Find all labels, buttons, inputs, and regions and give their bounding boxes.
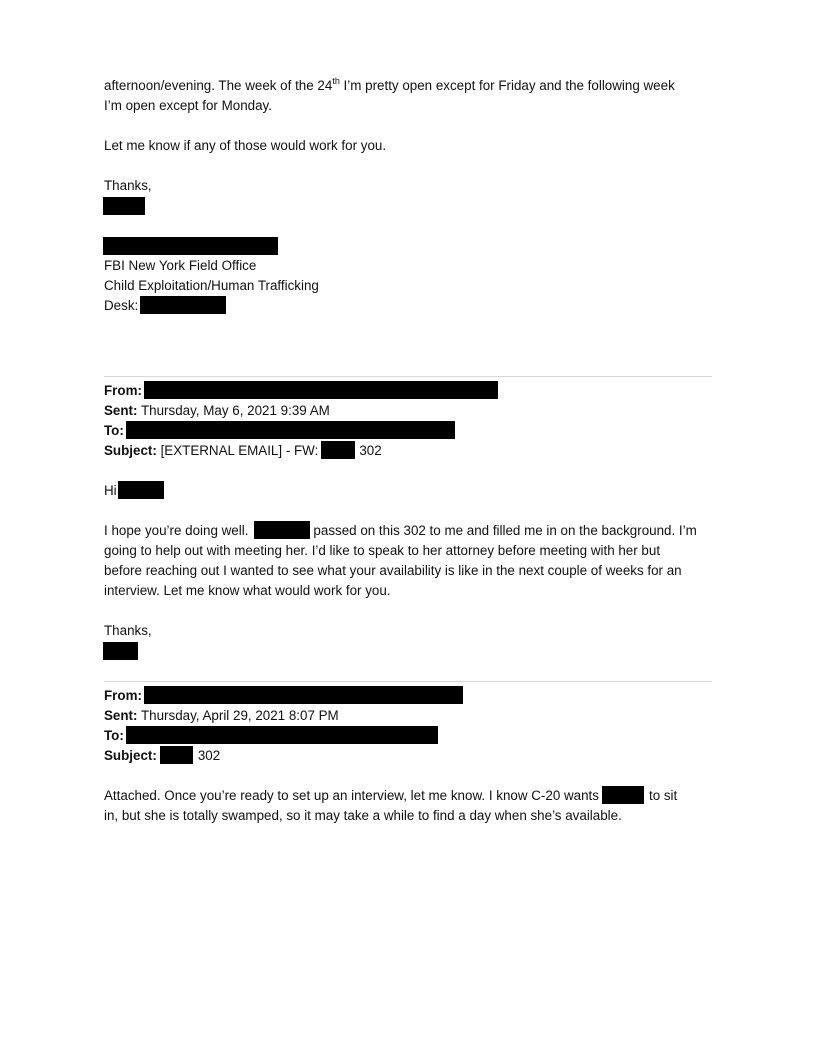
sent-label: Sent: — [104, 708, 138, 723]
redaction-subject — [160, 746, 193, 764]
header-from — [104, 381, 498, 401]
redaction-signature-name — [103, 197, 145, 215]
redaction-to — [126, 726, 438, 744]
header-from — [104, 686, 463, 706]
body-line: Let me know if any of those would work for you. — [104, 138, 387, 153]
redaction-desk-phone — [140, 296, 226, 314]
redaction-greeting-name — [118, 481, 164, 499]
body-line — [104, 521, 697, 541]
sent-label: Sent: — [104, 403, 138, 418]
to-label: To: — [104, 728, 124, 743]
body-text: I hope you’re doing well. — [104, 523, 249, 538]
redaction-signature-name — [103, 642, 138, 660]
body-text: I’m pretty open except for Friday and the following week — [339, 78, 675, 93]
header-sent — [104, 706, 339, 726]
signature-unit: Child Exploitation/Human Trafficking — [104, 278, 319, 293]
body-text: passed on this 302 to me and filled me in on the background. I’m — [313, 523, 697, 538]
subject-text: 302 — [197, 748, 221, 763]
body-text: Attached. Once you’re ready to set up an interview, let me know. I know C-20 wants — [104, 788, 599, 803]
redaction-from — [144, 381, 498, 399]
redaction-subject — [321, 441, 355, 459]
redaction-signature-title — [103, 237, 278, 255]
header-to — [104, 726, 438, 746]
sent-value: Thursday, April 29, 2021 8:07 PM — [140, 708, 339, 723]
from-label: From: — [104, 688, 142, 703]
header-divider — [104, 681, 712, 682]
closing: Thanks, — [104, 623, 152, 638]
header-subject — [104, 441, 382, 461]
redaction-body-name — [254, 521, 310, 539]
body-line: in, but she is totally swamped, so it may take a while to find a day when she’s available. — [104, 808, 622, 823]
subject-label: Subject: — [104, 748, 157, 763]
subject-text: [EXTERNAL EMAIL] - FW: — [160, 443, 319, 458]
redaction-from — [144, 686, 463, 704]
signature-desk — [104, 296, 226, 316]
to-label: To: — [104, 423, 124, 438]
body-line — [104, 76, 675, 96]
body-text: to sit — [648, 788, 678, 803]
redaction-body-name — [602, 786, 644, 804]
ordinal-suffix: th — [332, 76, 340, 86]
header-to — [104, 421, 455, 441]
greeting-text: Hi — [104, 483, 117, 498]
header-divider — [104, 376, 712, 377]
header-sent — [104, 401, 330, 421]
from-label: From: — [104, 383, 142, 398]
body-line: going to help out with meeting her. I’d like to speak to her attorney before meeting with her but — [104, 543, 661, 558]
body-line: I’m open except for Monday. — [104, 98, 272, 113]
closing: Thanks, — [104, 178, 152, 193]
redaction-to — [126, 421, 455, 439]
subject-label: Subject: — [104, 443, 157, 458]
header-subject — [104, 746, 220, 766]
body-line: interview. Let me know what would work for you. — [104, 583, 391, 598]
body-text: afternoon/evening. The week of the 24 — [104, 78, 333, 93]
body-line: before reaching out I wanted to see what your availability is like in the next couple of weeks for an — [104, 563, 682, 578]
subject-text: 302 — [359, 443, 382, 458]
greeting — [104, 481, 164, 501]
body-line — [104, 786, 677, 806]
signature-office: FBI New York Field Office — [104, 258, 257, 273]
desk-label: Desk: — [104, 298, 139, 313]
sent-value: Thursday, May 6, 2021 9:39 AM — [140, 403, 330, 418]
